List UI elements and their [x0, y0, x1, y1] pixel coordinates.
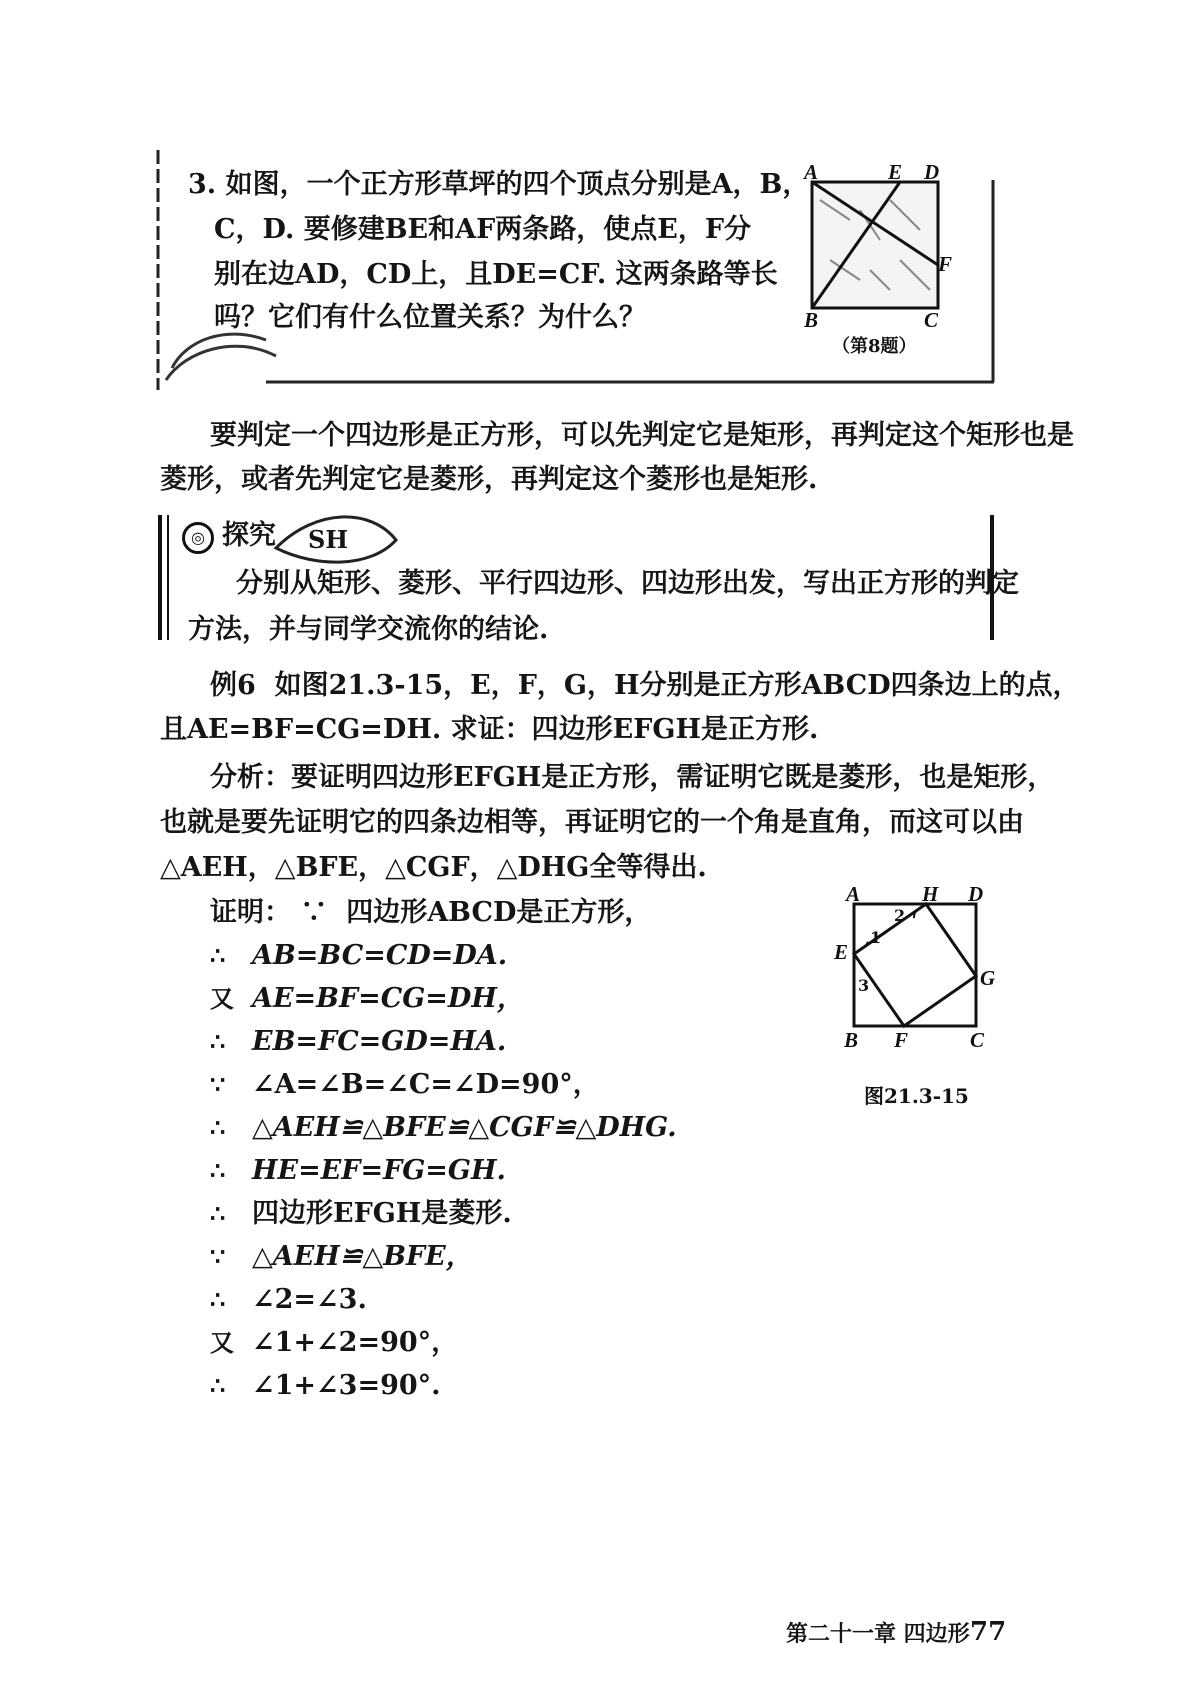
fig2-label-C: C	[970, 1028, 985, 1052]
example-line-2: 且AE=BF=CG=DH. 求证：四边形EFGH是正方形.	[160, 714, 819, 745]
example-label: 例6	[210, 670, 256, 701]
fig2-label-H: H	[922, 882, 939, 906]
proof-intro-text: 四边形ABCD是正方形，	[346, 897, 652, 928]
explore-line-2: 方法，并与同学交流你的结论.	[188, 614, 549, 645]
figure-21-3-15	[830, 880, 1010, 1110]
label-E: E	[888, 160, 903, 184]
example-line-1: 例6 如图21.3-15，E，F，G，H分别是正方形ABCD四条边上的点，	[210, 670, 1080, 701]
proof-step: ∴ AB=BC=CD=DA.	[210, 940, 508, 971]
proof-intro	[210, 895, 651, 931]
explore-icon: ◎	[182, 522, 214, 554]
fig2-label-E: E	[834, 940, 849, 964]
proof-step: ∵ ∠A=∠B=∠C=∠D=90°，	[210, 1069, 600, 1100]
proof-label: 证明：	[210, 897, 291, 928]
explore-line-1: 分别从矩形、菱形、平行四边形、四边形出发，写出正方形的判定	[236, 568, 1019, 599]
label-B: B	[804, 308, 819, 332]
label-F: F	[938, 252, 953, 276]
proof-step: ∴ △AEH≌△BFE≌△CGF≌△DHG.	[210, 1112, 677, 1143]
paragraph-line-1: 要判定一个四边形是正方形，可以先判定它是矩形，再判定这个矩形也是	[210, 420, 1074, 451]
proof-step: ∴ 四边形EFGH是菱形.	[210, 1198, 512, 1229]
fig2-label-G: G	[980, 966, 996, 990]
analysis-line-3: △AEH，△BFE，△CGF，△DHG全等得出.	[160, 852, 707, 883]
fig2-label-A: A	[846, 882, 861, 906]
fig2-label-D: D	[968, 882, 984, 906]
proof-step: ∴ ∠2=∠3.	[210, 1284, 367, 1315]
proof-step: ∴ ∠1+∠3=90°.	[210, 1370, 441, 1401]
label-D: D	[924, 160, 940, 184]
figure-caption: 图21.3-15	[864, 1084, 969, 1108]
analysis-line-2: 也就是要先证明它的四条边相等，再证明它的一个角是直角，而这可以由	[160, 807, 1024, 838]
footer-chapter: 第二十一章 四边形	[786, 1621, 970, 1647]
fig2-angle-1: 1	[870, 928, 882, 947]
fig2-angle-2: 2	[894, 906, 906, 925]
exercise-line-3: 别在边AD，CD上，且DE=CF. 这两条路等长	[214, 259, 778, 290]
fig2-label-B: B	[844, 1028, 859, 1052]
exercise-figure-caption: （第8题）	[832, 336, 917, 357]
proof-because-symbol: ∵	[300, 897, 328, 928]
proof-step: 又 AE=BF=CG=DH，	[210, 983, 524, 1014]
explore-title: 探究	[222, 520, 276, 551]
label-A: A	[804, 160, 819, 184]
analysis-line-1: 分析：要证明四边形EFGH是正方形，需证明它既是菱形，也是矩形，	[210, 762, 1055, 793]
explore-badge: SH	[308, 525, 349, 554]
label-C: C	[924, 308, 939, 332]
exercise-figure	[800, 160, 970, 360]
page-number: 77	[970, 1617, 1007, 1647]
paragraph-line-2: 菱形，或者先判定它是菱形，再判定这个菱形也是矩形.	[160, 464, 818, 495]
exercise-line-1: 3. 如图，一个正方形草坪的四个顶点分别是A，B，	[188, 169, 810, 200]
proof-step: 又 ∠1+∠2=90°，	[210, 1327, 459, 1358]
fig2-label-F: F	[894, 1028, 909, 1052]
proof-step: ∴ EB=FC=GD=HA.	[210, 1026, 507, 1057]
exercise-line-4: 吗？它们有什么位置关系？为什么？	[214, 302, 646, 333]
proof-step: ∴ HE=EF=FG=GH.	[210, 1155, 506, 1186]
exercise-number: 3.	[188, 169, 217, 200]
fig2-angle-3: 3	[858, 976, 870, 995]
exercise-line-2: C，D. 要修建BE和AF两条路，使点E，F分	[214, 214, 752, 245]
proof-step: ∵ △AEH≌△BFE，	[210, 1241, 473, 1272]
lawn-square-diagram	[800, 160, 970, 320]
